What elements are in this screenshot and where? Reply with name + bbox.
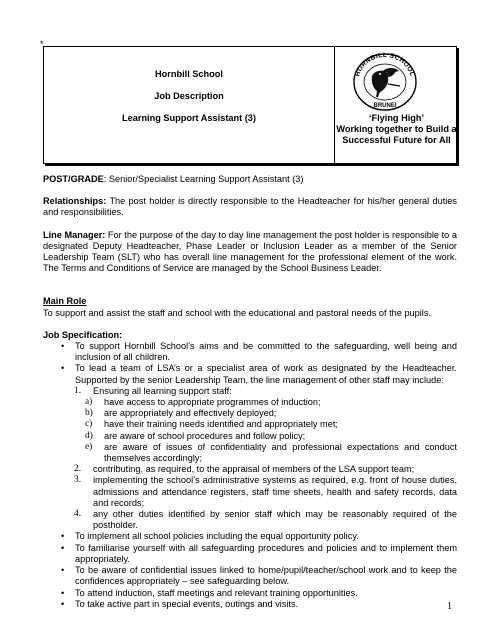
document-type: Job Description	[154, 91, 224, 101]
main-role-text: To support and assist the staff and school with the educational and pastoral needs of the pupils.	[43, 307, 431, 318]
corner-mark: *	[40, 39, 44, 49]
line-manager-label: Line Manager:	[43, 229, 106, 240]
list-item: e) are aware of issues of confidentiality and professional expectations and conduct themselves accordingly;	[85, 441, 457, 464]
line-manager-value: For the purpose of the day to day line management the post holder is responsible to a designated Deputy Headteacher, Phase Leader or Inclusion Leader as a member of the Senior Leadership Team (SLT) who has overall line management for the professional element of the work. The Terms and Conditions of Service are managed by the School Business Leader.	[43, 229, 457, 274]
bullet-icon: •	[61, 598, 65, 609]
post-grade-label: POST/GRADE	[43, 174, 104, 184]
job-spec-heading: Job Specification:	[43, 329, 123, 340]
post-grade-value: : Senior/Specialist Learning Support Assistant (3)	[103, 174, 304, 184]
relationships-paragraph	[43, 196, 457, 218]
list-item: • To implement all school policies including the equal opportunity policy.	[61, 531, 359, 542]
relationships-label: Relationships:	[43, 196, 107, 207]
list-item: 1. Ensuring all learning support staff: a) have access to appropriate programmes of induction; b) are appropriately and effectively deployed; c) have their training needs identified and appropriately met; d) are aware of school procedures and follow policy; e) are aware of issues of confidentiality and professional expectations and conduct themselves accordingly;	[43, 386, 457, 464]
bullet-icon: •	[61, 565, 65, 576]
bullet-icon: •	[61, 531, 65, 542]
list-item: • To support Hornbill School’s aims and be committed to the safeguarding, well being and inclusion of all children.	[61, 341, 457, 363]
list-item: 3. implementing the school’s administrative systems as required, e.g. front of house duties, admissions and attendance registers, staff time sheets, health and safety records, data and records;	[74, 475, 457, 508]
motto-line-1: ‘Flying High’	[368, 113, 425, 123]
logo-text-bottom: BRUNEI	[373, 103, 397, 109]
line-manager-paragraph	[43, 230, 457, 275]
list-item: • To lead a team of LSA’s or a specialist area of work as designated by the Headteacher. Supported by the senior Leadership Team, the line management of other staff may include: 1. Ensuring all learning support staff: a) have access to appropriate programmes of induction; b) are appropriately and effectively deployed; c) have their training needs identified and appropriately met; d) are aware of school procedures and follow policy; e) are aware of issues of confidentiality and professional expectations and conduct themselves accordingly; 2. contributing, as required, to the appraisal of members of the LSA support team; 3. implementing the school’s administrative systems as required, e.g. front of house duties, admissions and attendance registers, staff time sheets, health and safety records, data and records; 4. any other duties identified by senior staff which may be reasonably required of the postholder.	[43, 363, 457, 531]
logo-text-top: HORNBILL SCHOOL	[354, 52, 416, 78]
header-table	[43, 46, 457, 164]
bullet-icon: •	[61, 587, 65, 598]
bullet-icon: •	[61, 341, 65, 352]
bullet-icon: •	[61, 363, 65, 374]
list-item: d) are aware of school procedures and follow policy;	[85, 430, 306, 441]
header-logo-block	[335, 47, 458, 165]
page-number: 1	[447, 601, 452, 612]
school-logo-icon	[350, 50, 420, 112]
school-motto	[335, 113, 458, 146]
relationships-value: The post holder is directly responsible to the Headteacher for his/her general duties and responsibilities.	[43, 196, 457, 218]
list-item: 2. contributing, as required, to the appraisal of members of the LSA support team;	[74, 464, 415, 475]
line-management-list	[43, 386, 457, 532]
list-item: • To take active part in special events, outings and visits.	[61, 598, 299, 609]
school-name: Hornbill School	[155, 69, 223, 79]
list-item: a) have access to appropriate programmes of induction;	[85, 397, 321, 408]
list-item: 4. any other duties identified by senior staff which may be reasonably required of the postholder.	[74, 509, 457, 531]
bullet-icon: •	[61, 542, 65, 553]
motto-line-2: Working together to Build a Successful Future for All	[336, 124, 457, 145]
list-item: b) are appropriately and effectively deployed;	[85, 408, 277, 419]
role-title: Learning Support Assistant (3)	[122, 113, 256, 123]
staff-sublist	[43, 397, 457, 464]
document-body	[43, 174, 457, 610]
list-item: • To familiarise yourself with all safeguarding procedures and policies and to implement them appropriately.	[61, 542, 457, 564]
list-item: • To attend induction, staff meetings and relevant training opportunities.	[61, 587, 358, 598]
list-item: c) have their training needs identified and appropriately met;	[85, 419, 338, 430]
list-item: • To be aware of confidential issues linked to home/pupil/teacher/school work and to keep the confidences appropriately – see safeguarding below.	[61, 565, 457, 587]
header-title-block	[44, 69, 334, 135]
job-spec-list	[43, 341, 457, 610]
main-role-heading: Main Role	[43, 296, 87, 307]
post-grade-paragraph	[43, 174, 457, 185]
